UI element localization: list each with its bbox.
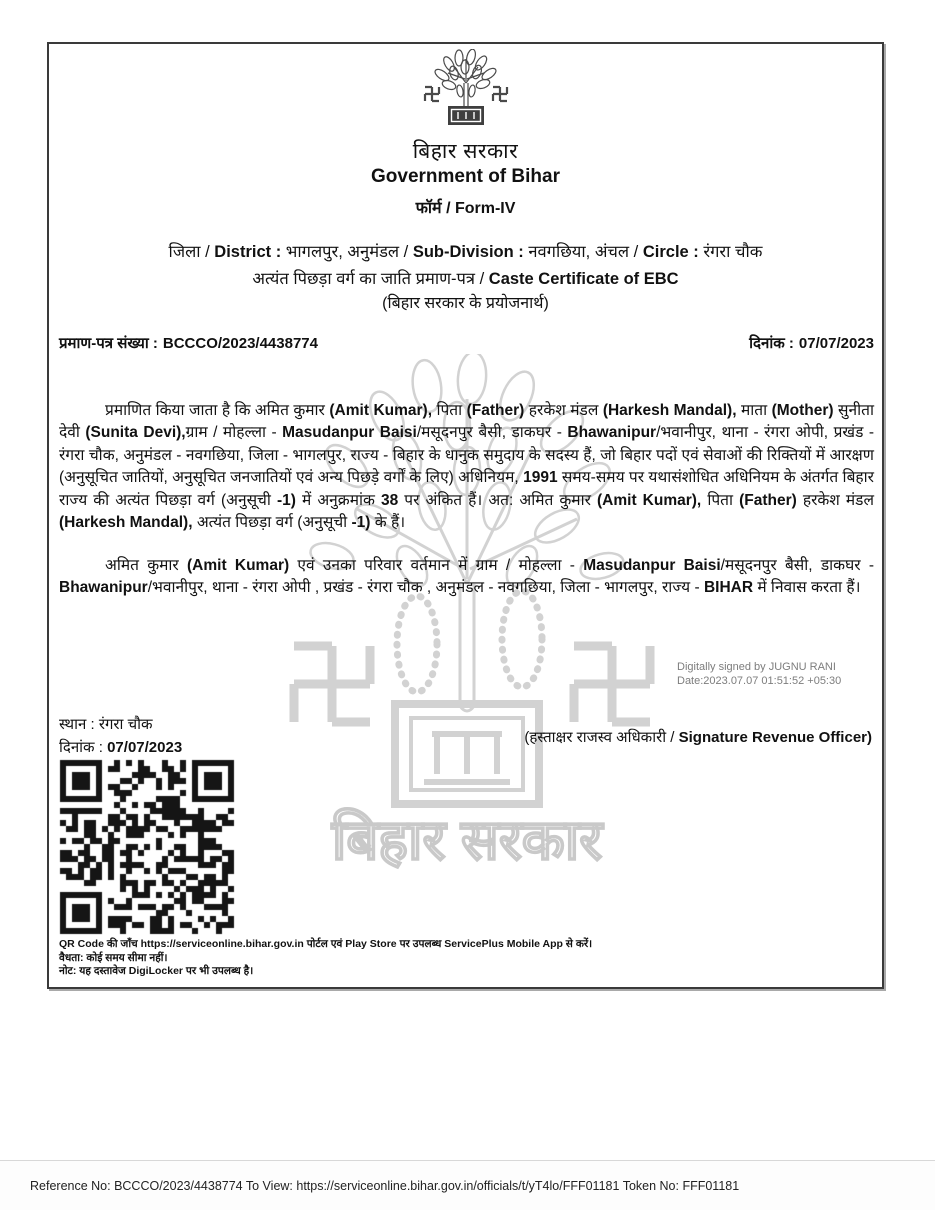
reference-bar — [0, 1160, 935, 1210]
signature-date-value: 07/07/2023 — [107, 739, 183, 756]
issue-date-value: 07/07/2023 — [798, 335, 874, 352]
digital-signature-line1: Digitally signed by JUGNU RANI — [677, 661, 836, 673]
title-hindi: बिहार सरकार — [412, 140, 519, 163]
certificate-number — [59, 333, 318, 353]
bihar-emblem-logo — [418, 49, 514, 131]
certificate-title: अत्यंत पिछड़ा वर्ग का जाति प्रमाण-पत्र / Caste Certificate of EBC — [252, 270, 679, 288]
issue-date-label: दिनांक : — [749, 335, 794, 352]
signature-date-line — [59, 737, 182, 757]
logo-swastika-right — [493, 87, 507, 101]
digital-signature-line2: Date:2023.07.07 01:51:52 +05:30 — [677, 675, 842, 687]
signature-date-label: दिनांक : — [59, 739, 103, 756]
watermark-seal — [395, 704, 539, 804]
place-value: रंगरा चौक — [98, 716, 153, 733]
reference-text: Reference No: BCCCO/2023/4438774 To View: https://serviceonline.bihar.gov.in/officials/t/yT4lo/FFF01181 Token No: FFF01181 — [30, 1179, 740, 1193]
certificate-number-value: BCCCO/2023/4438774 — [162, 335, 318, 352]
footer-notes — [59, 938, 592, 979]
form-line: फॉर्म / Form-IV — [415, 200, 516, 217]
digital-signature-block — [677, 660, 892, 688]
watermark-swastika-left — [294, 646, 370, 722]
certificate-body-paragraph-2: अमित कुमार (Amit Kumar) एवं उनका परिवार वर्तमान में ग्राम / मोहल्ला - Masudanpur Baisi/मसूदनपुर बैसी, डाकघर - Bhawanipur/भवानीपुर, थाना - रंगरा ओपी , प्रखंड - रंगरा चौक , अनुमंडल - नवगछिया, जिला - भागलपुर, राज्य - BIHAR में निवास करता हैं। — [59, 557, 874, 597]
district-line: जिला / District : भागलपुर, अनुमंडल / Sub-Division : नवगछिया, अंचल / Circle : रंगरा चौक — [168, 243, 763, 261]
certificate-document — [47, 42, 884, 989]
issue-date — [749, 333, 874, 353]
revenue-officer-signature-line: (हस्ताक्षर राजस्व अधिकारी / Signature Revenue Officer) — [524, 729, 872, 746]
certificate-number-label: प्रमाण-पत्र संख्या : — [59, 335, 158, 352]
certificate-body-paragraph-1: प्रमाणित किया जाता है कि अमित कुमार (Amit Kumar), पिता (Father) हरकेश मंडल (Harkesh Mandal), माता (Mother) सुनीता देवी (Sunita Devi),ग्राम / मोहल्ला - Masudanpur Baisi/मसूदनपुर बैसी, डाकघर - Bhawanipur/भवानीपुर, थाना - रंगरा ओपी, प्रखंड - रंगरा चौक, अनुमंडल - नवगछिया, जिला - भागलपुर, राज्य - बिहार के धानुक समुदाय के सदस्य हैं, जो बिहार पदों एवं सेवाओं की रिक्तियों में आरक्षण (अनुसूचित जातियों, अनुसूचित जनजातियों एवं अन्य पिछड़े वर्गों के लिए) अधिनियम, 1991 समय-समय पर यथासंशोधित अधिनियम के अंतर्गत बिहार राज्य की अत्यंत पिछड़ा वर्ग (अनुसूची -1) में अनुक्रमांक 38 पर अंकित हैं। अत: अमित कुमार (Amit Kumar), पिता (Father) हरकेश मंडल (Harkesh Mandal), अत्यंत पिछड़ा वर्ग (अनुसूची -1) के हैं। — [59, 402, 875, 532]
qr-code — [59, 759, 235, 935]
place-label: स्थान : — [59, 716, 95, 733]
qr-verification-note: QR Code की जाँच https://serviceonline.bihar.gov.in पोर्टल एवं Play Store पर उपलब्ध ServicePlus Mobile App से करें। — [59, 938, 593, 950]
digilocker-note: नोट: यह दस्तावेज DigiLocker पर भी उपलब्ध है। — [59, 965, 254, 977]
watermark-text: बिहार सरकार — [331, 808, 603, 871]
validity-note: वैधता: कोई समय सीमा नहीं। — [59, 951, 168, 964]
watermark-swastika-right — [574, 646, 650, 722]
title-english: Government of Bihar — [371, 166, 560, 187]
place-line — [59, 714, 153, 734]
watermark-bead-garlands — [397, 591, 542, 692]
logo-swastika-left — [425, 87, 439, 101]
logo-seal — [448, 106, 484, 125]
meta-row — [59, 333, 874, 353]
purpose-line: (बिहार सरकार के प्रयोजनार्थ) — [382, 295, 549, 312]
